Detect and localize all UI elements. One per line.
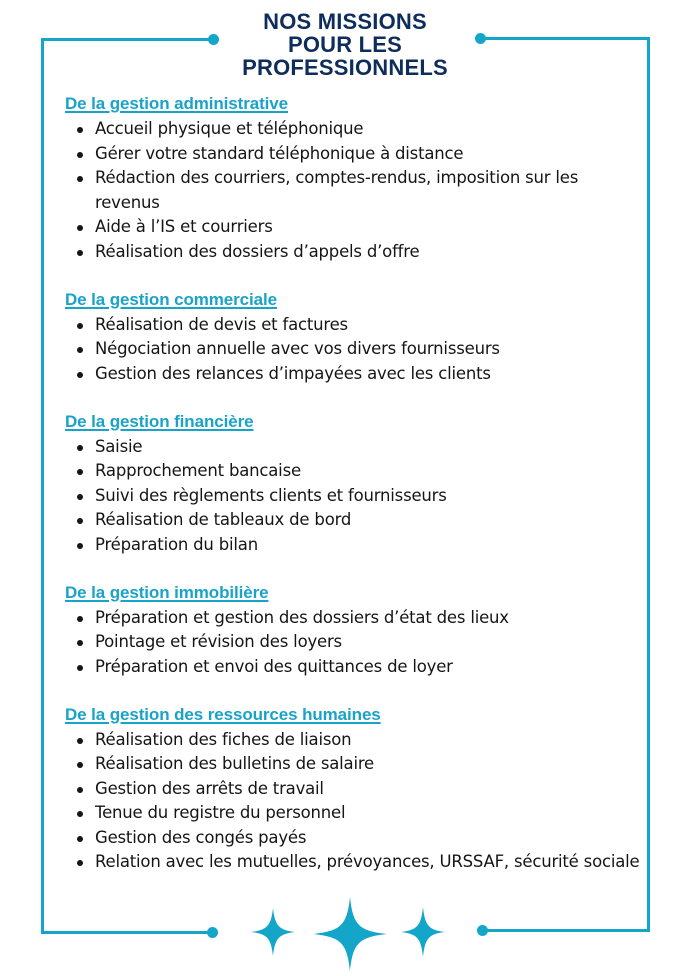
title-line-1: NOS MISSIONS [263,9,427,34]
sparkle-icon [251,908,295,956]
list-item: Gérer votre standard téléphonique à distance [65,142,645,167]
list-item: Réalisation des bulletins de salaire [65,752,645,777]
list-item: Réalisation des dossiers d’appels d’offre [65,240,645,265]
list-item: Relation avec les mutuelles, prévoyances, URSSAF, sécurité sociale [65,850,645,875]
title-line-3: PROFESSIONNELS [242,55,448,80]
frame-bottom-right-line [483,929,650,932]
section-title: De la gestion financière [65,411,254,431]
section [65,93,645,264]
missions-content [65,93,645,899]
section-title: De la gestion commerciale [65,289,277,309]
frame-bottom-left-dot [207,927,218,938]
section [65,411,645,558]
frame-bottom-right-dot [477,925,488,936]
bullet-list [65,313,645,387]
list-item: Gestion des arrêts de travail [65,777,645,802]
list-item: Suivi des règlements clients et fournisseurs [65,484,645,509]
bullet-list [65,117,645,264]
bullet-list [65,728,645,875]
list-item: Gestion des congés payés [65,826,645,851]
list-item: Préparation et envoi des quittances de loyer [65,655,645,680]
list-item: Préparation du bilan [65,533,645,558]
sparkle-icon [313,897,387,971]
bullet-list [65,435,645,558]
list-item: Rédaction des courriers, comptes-rendus, imposition sur les revenus [65,166,645,215]
section-title: De la gestion des ressources humaines [65,704,381,724]
page-title [0,10,690,79]
list-item: Réalisation de devis et factures [65,313,645,338]
frame-left-line [41,38,44,934]
title-line-2: POUR LES [287,32,403,57]
section-title: De la gestion immobilière [65,582,269,602]
section-title: De la gestion administrative [65,94,288,113]
list-item: Rapprochement bancaise [65,459,645,484]
list-item: Réalisation des fiches de liaison [65,728,645,753]
bullet-list [65,606,645,680]
frame-right-line [647,37,650,932]
frame-bottom-left-line [41,931,213,934]
list-item: Préparation et gestion des dossiers d’état des lieux [65,606,645,631]
list-item: Gestion des relances d’impayées avec les clients [65,362,645,387]
list-item: Accueil physique et téléphonique [65,117,645,142]
list-item: Saisie [65,435,645,460]
sparkle-icon [401,907,445,957]
section [65,582,645,680]
list-item: Négociation annuelle avec vos divers fournisseurs [65,337,645,362]
list-item: Aide à l’IS et courriers [65,215,645,240]
list-item: Pointage et révision des loyers [65,630,645,655]
section [65,704,645,875]
list-item: Tenue du registre du personnel [65,801,645,826]
list-item: Réalisation de tableaux de bord [65,508,645,533]
section [65,289,645,387]
